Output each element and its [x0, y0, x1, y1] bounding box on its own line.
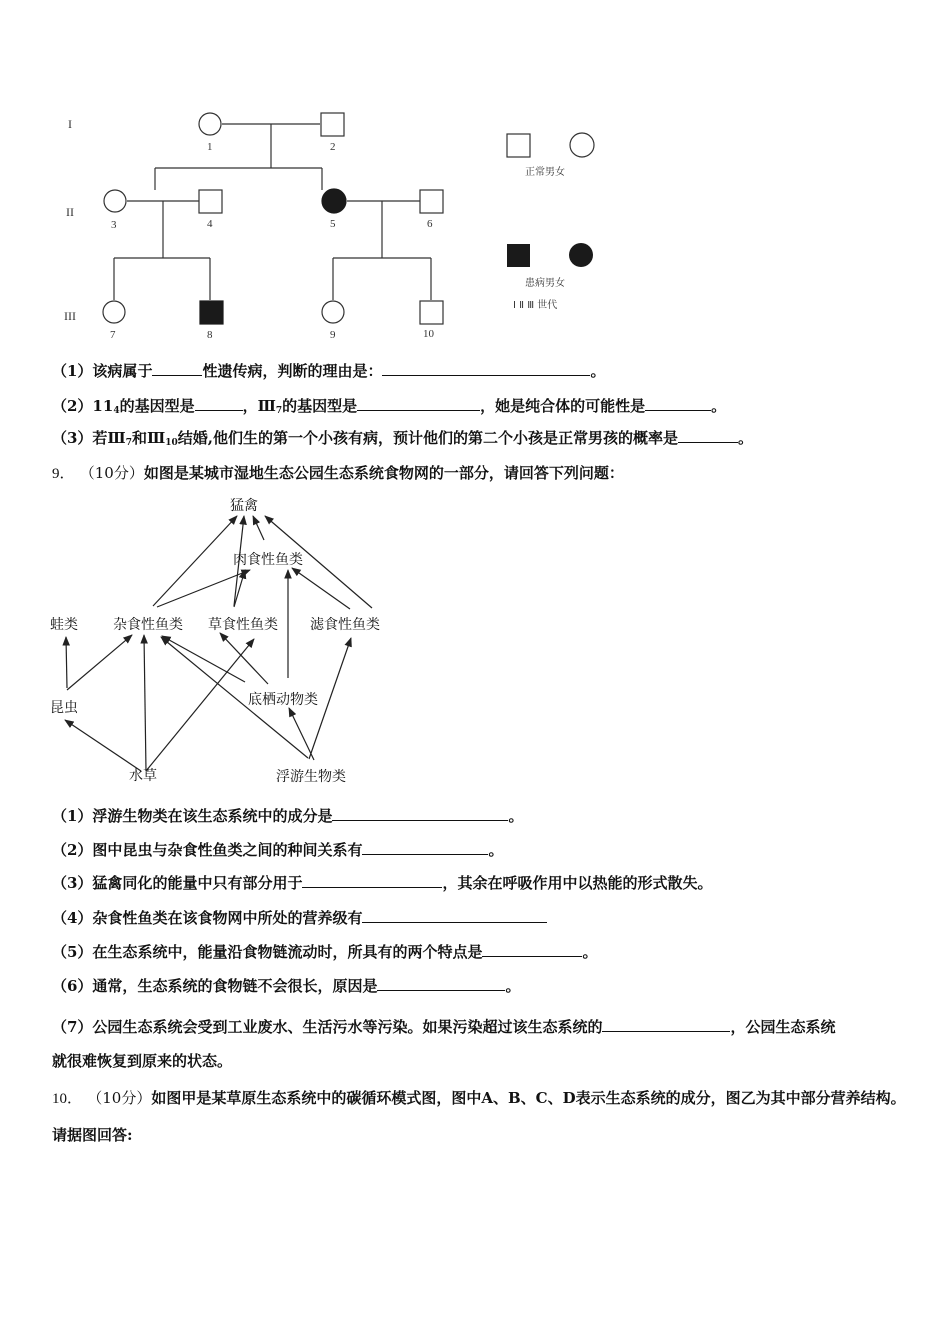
answer-blank[interactable] — [302, 873, 442, 888]
q8-part2: $(2)11_4$的基因型是 ，$Ⅲ_7$的基因型是 ，她是纯合体的可能性是 。 — [52, 397, 727, 416]
individual-1 — [199, 113, 221, 135]
generation-label: III — [64, 309, 76, 323]
legend-normal-male — [507, 134, 530, 157]
node-benthic: 底栖动物类 — [248, 692, 318, 708]
pedigree-chart — [55, 100, 655, 350]
individual-2 — [321, 113, 344, 136]
node-raptor: 猛禽 — [230, 498, 258, 514]
food-web-diagram — [40, 488, 420, 793]
answer-blank[interactable] — [195, 396, 243, 411]
q9-item-5: （5）在生态系统中，能量沿食物链流动时，所具有的两个特点是 。 — [52, 943, 598, 961]
node-filter-fish: 滤食性鱼类 — [310, 617, 380, 633]
individual-6 — [420, 190, 443, 213]
individual-5 — [322, 189, 346, 213]
answer-blank[interactable] — [602, 1017, 730, 1032]
individual-7 — [103, 301, 125, 323]
q8-part1: （1）该病属于 性遗传病，判断的理由是： 。 — [52, 362, 606, 380]
answer-blank[interactable] — [362, 840, 488, 855]
q9-item-2: （2）图中昆虫与杂食性鱼类之间的种间关系有 。 — [52, 841, 504, 859]
individual-number: 1 — [207, 141, 213, 153]
individual-number: 9 — [330, 329, 336, 341]
answer-blank[interactable] — [382, 361, 590, 376]
individual-3 — [104, 190, 126, 212]
individual-number: 10 — [423, 328, 434, 340]
answer-blank[interactable] — [357, 396, 480, 411]
individual-number: 2 — [330, 141, 336, 153]
answer-blank[interactable] — [678, 428, 738, 443]
generation-label: I — [68, 117, 72, 131]
node-omnivore-fish: 杂食性鱼类 — [113, 617, 183, 633]
legend-affected-male — [507, 244, 530, 267]
generation-label: II — [66, 205, 74, 219]
q9-header: 9． （10分）如图是某城市湿地生态公园生态系统食物网的一部分，请回答下列问题： — [52, 464, 624, 482]
individual-number: 3 — [111, 219, 117, 231]
legend-affected-label: 患病男女 — [525, 278, 565, 289]
individual-9 — [322, 301, 344, 323]
q9-item-3: （3）猛禽同化的能量中只有部分用于 ，其余在呼吸作用中以热能的形式散失。 — [52, 874, 713, 892]
individual-10 — [420, 301, 443, 324]
node-frog: 蛙类 — [50, 617, 78, 633]
individual-number: 8 — [207, 329, 213, 341]
node-plankton: 浮游生物类 — [276, 769, 346, 785]
individual-number: 7 — [110, 329, 116, 341]
legend-affected-female — [569, 243, 593, 267]
answer-blank[interactable] — [362, 908, 547, 923]
node-carnivore-fish: 肉食性鱼类 — [233, 552, 303, 568]
answer-blank[interactable] — [332, 806, 508, 821]
legend-normal-female — [570, 133, 594, 157]
individual-number: 5 — [330, 218, 336, 230]
individual-number: 6 — [427, 218, 433, 230]
node-insect: 昆虫 — [50, 700, 78, 716]
q8-part3: （3）若$Ⅲ_7$和$Ⅲ_{10}$结婚,他们生的第一个小孩有病，预计他们的第二个小孩是正常男孩的概率是 。 — [52, 429, 754, 448]
answer-blank[interactable] — [152, 361, 202, 376]
q9-item-7: （7）公园生态系统会受到工业废水、生活污水等污染。如果污染超过该生态系统的 ，公园生态系统 就很难恢复到原来的状态。 — [52, 1018, 836, 1070]
answer-blank[interactable] — [645, 396, 711, 411]
individual-8 — [200, 301, 223, 324]
answer-blank[interactable] — [377, 976, 505, 991]
q9-item-6: （6）通常，生态系统的食物链不会很长，原因是 。 — [52, 977, 521, 995]
individual-number: 4 — [207, 218, 213, 230]
q9-item-1: （1）浮游生物类在该生态系统中的成分是 。 — [52, 807, 524, 825]
q10-header: 10． （10分）如图甲是某草原生态系统中的碳循环模式图，图中A、B、C、D表示生态系统的成分，图乙为其中部分营养结构。请据图回答: — [52, 1089, 906, 1144]
legend-generation-label: Ⅰ Ⅱ Ⅲ 世代 — [513, 300, 558, 311]
node-water-plant: 水草 — [129, 768, 157, 784]
legend-normal-label: 正常男女 — [525, 167, 565, 178]
q9-item-4: （4）杂食性鱼类在该食物网中所处的营养级有 — [52, 908, 547, 928]
answer-blank[interactable] — [482, 942, 582, 957]
individual-4 — [199, 190, 222, 213]
node-herbivore-fish: 草食性鱼类 — [208, 617, 278, 633]
